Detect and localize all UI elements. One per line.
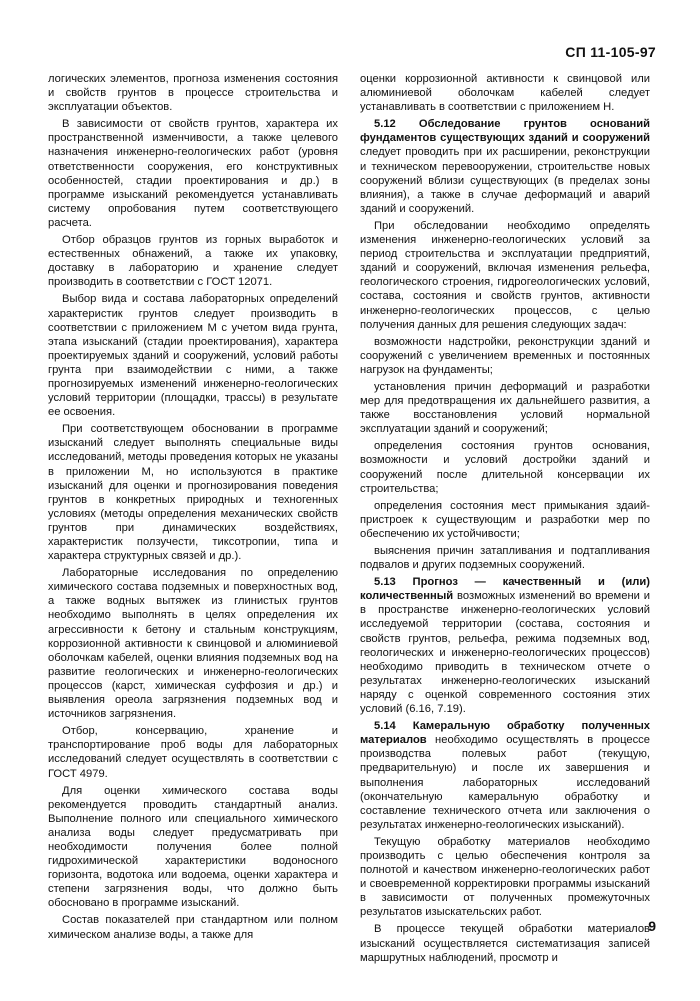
paragraph-text: Лабораторные исследования по определению химического состава подземных и поверхностных вод, а также водных вытяжек из глинистых грунтов необходимо выполнять в целях определения их агрессивности к бетону и стальным конструкциям, коррозионной активности к свинцовой и алюминиевой оболочкам кабелей, оценки влияния подземных вод на развитие геологических и инженерно-геологических процессов (карст, химическая суффозия и др.) и выявления ореола загрязнения подземных вод и источников загрязнения.	[48, 567, 338, 721]
paragraph-text: оценки коррозионной активности к свинцовой или алюминиевой оболочкам кабелей следует устанавливать в соответствии с приложением Н.	[360, 73, 650, 114]
paragraph	[360, 499, 650, 541]
paragraph	[48, 422, 338, 563]
paragraph	[48, 566, 338, 721]
paragraph-text: В зависимости от свойств грунтов, характера их пространственной изменчивости, а также целевого назначения инженерно-геологических работ (уровня ответственности сооружения, его конструктивных особенностей, стадии проектирования и др.) в программе изысканий рекомендуется устанавливать систему опробования путем соответствующего расчета.	[48, 118, 338, 229]
paragraph-text: необходимо осуществлять в процессе производства полевых работ (текущую, предварительную) и после их завершения и выполнения лабораторных исследований (окончательную камеральную обработку и составление технического отчета или заключения о результатах инженерно-геологических изысканий).	[360, 734, 650, 831]
paragraph	[48, 913, 338, 941]
paragraph-text: определения состояния мест примыкания здаий-пристроек к существующим и разработки мер по обеспечению их устойчивости;	[360, 499, 650, 540]
paragraph	[360, 922, 650, 964]
paragraph-text: При обследовании необходимо определять изменения инженерно-геологических условий за период строительства и эксплуатации предприятий, зданий и сооружений, включая изменения рельефа, геологического строения, гидрогеологических условий, состава, состояния и свойств грунтов, активности инженерно-геологических процессов, с целью получения данных для решения следующих задач:	[360, 219, 650, 331]
paragraph	[360, 439, 650, 495]
paragraph	[48, 233, 338, 289]
section-heading: 5.12 Обследование грунтов оснований фундаментов существующих зданий и сооружений	[360, 118, 650, 145]
paragraph	[48, 72, 338, 114]
paragraph-text: Текущую обработку материалов необходимо производить с целью обеспечения контроля за полнотой и качеством инженерно-геологических работ и своевременной корректировки программы изысканий в зависимости от полученных промежуточных результатов изыскательских работ.	[360, 835, 650, 919]
paragraph-text: установления причин деформаций и разработки мер для предотвращения их дальнейшего развития, а также восстановления условий нормальной эксплуатации зданий и сооружений;	[360, 380, 650, 436]
paragraph	[360, 380, 650, 436]
paragraph-text: Состав показателей при стандартном или полном химическом анализе воды, а также для	[48, 914, 338, 941]
paragraph	[360, 835, 650, 920]
paragraph	[48, 117, 338, 230]
paragraph-text: Для оценки химического состава воды рекомендуется проводить стандартный анализ. Выполнение полного или специального химического анализа воды следует предусматривать при необходимости получения более полной гидрохимической характеристики водоносного горизонта, водотока или водоема, оценки характера и степени загрязнения воды, что должно быть обосновано в программе изысканий.	[48, 784, 338, 910]
paragraph	[360, 335, 650, 377]
paragraph-text: возможности надстройки, реконструкции зданий и сооружений с увеличением временных и постоянных нагрузок на фундаменты;	[360, 335, 650, 376]
paragraph-text: При соответствующем обосновании в программе изысканий следует выполнять специальные виды исследований, методы проведения которых не указаны в приложении М, но используются в практике изысканий для оценки и прогнозирования поведения грунтов в конкретных природных и техногенных условиях (методы определения механических свойств грунтов при динамических воздействиях, характеристик ползучести, тиксотропии, типа и характера структурных связей и др.).	[48, 423, 338, 563]
paragraph	[360, 72, 650, 114]
paragraph-text: определения состояния грунтов основания, возможности и условий достройки зданий и сооружений после длительной консервации их строительства;	[360, 440, 650, 495]
paragraph	[48, 292, 338, 419]
section-heading: 5.14 Камеральную обработку полученных материалов	[360, 720, 650, 747]
paragraph	[360, 575, 650, 716]
paragraph-text: следует проводить при их расширении, реконструкции и техническом перевооружении, строительстве новых сооружений вблизи существующих (в пределах зоны влияния), а также в случае деформаций и аварий зданий и сооружений.	[360, 146, 650, 215]
paragraph	[360, 219, 650, 332]
section-heading: 5.13 Прогноз — качественный и (или) количественный	[360, 576, 650, 603]
right-text-column	[360, 72, 650, 965]
paragraph	[48, 724, 338, 780]
document-code: СП 11-105-97	[565, 44, 656, 60]
paragraph	[360, 719, 650, 832]
page-number: 9	[648, 918, 656, 934]
paragraph	[48, 784, 338, 911]
paragraph-text: Выбор вида и состава лабораторных определений характеристик грунтов следует производить в соответствии с приложением М с учетом вида грунта, этапа изысканий (стадии проектирования), характера проектируемых зданий и сооружений, условий работы грунта при взаимодействии с ними, а также прогнозируемых изменений инженерно-геологических условий территории (площадки, трассы) в результате ее освоения.	[48, 293, 338, 419]
paragraph-text: Отбор, консервацию, хранение и транспортирование проб воды для лабораторных исследований следует осуществлять в соответствии с ГОСТ 4979.	[48, 725, 338, 780]
paragraph-text: логических элементов, прогноза изменения состояния и свойств грунтов в процессе строительства и эксплуатации объектов.	[48, 73, 338, 114]
paragraph-text: возможных изменений во времени и в пространстве инженерно-геологических условий исследуемой территории (состава, состояния и свойств грунтов, рельефа, режима подземных вод, геологических и инженерно-геологических процессов) необходимо приводить в техническом отчете о результатах инженерно-геологических изысканий наряду с оценкой современного состояния этих условий (6.16, 7.19).	[360, 590, 650, 716]
paragraph-text: В процессе текущей обработки материалов изысканий осуществляется систематизация записей маршрутных наблюдений, просмотр и	[360, 923, 650, 964]
paragraph	[360, 544, 650, 572]
paragraph	[360, 117, 650, 216]
paragraph-text: выяснения причин затапливания и подтапливания подвалов и других подземных сооружений.	[360, 545, 650, 572]
paragraph-text: Отбор образцов грунтов из горных выработок и естественных обнажений, а также их упаковку, доставку в лабораторию и хранение следует производить в соответствии с ГОСТ 12071.	[48, 234, 338, 289]
left-text-column	[48, 72, 338, 942]
